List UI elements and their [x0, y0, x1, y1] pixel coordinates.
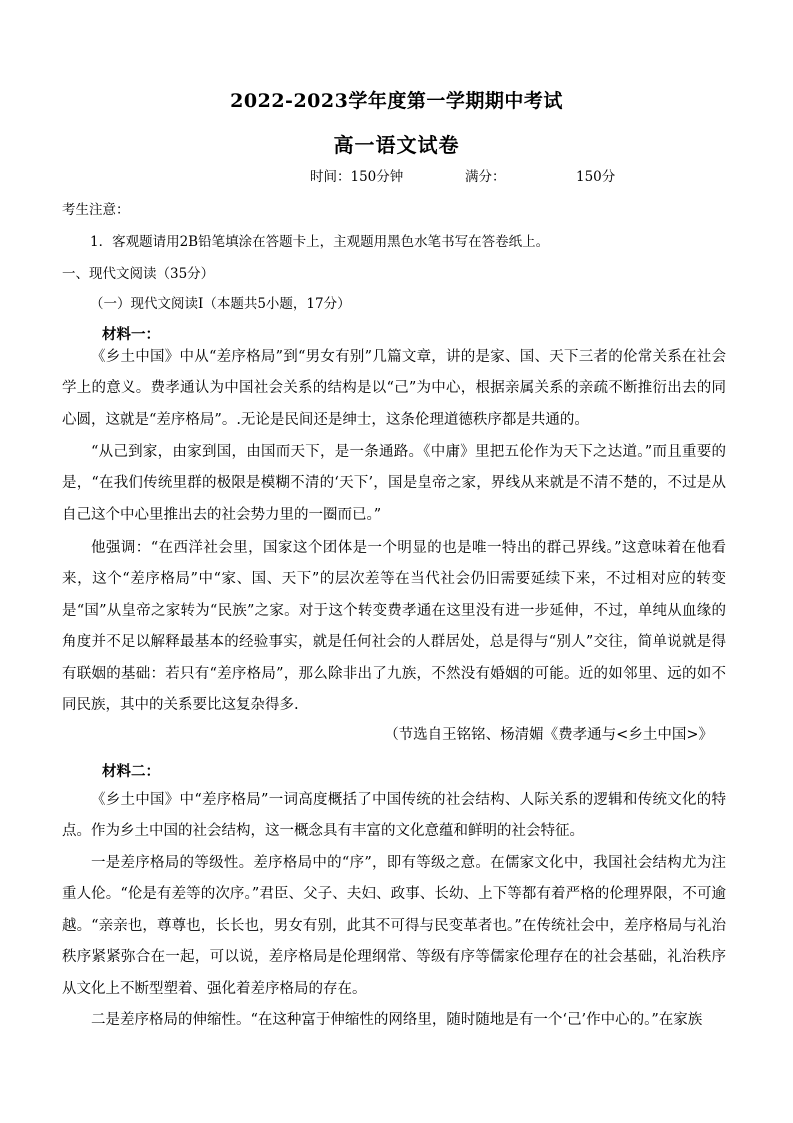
material-one-label: 材料一：: [102, 326, 160, 343]
exam-title: 2022-2023学年度第一学期期中考试: [230, 90, 563, 112]
material-two-label: 材料二：: [102, 763, 160, 780]
material-one-paragraph: 他强调：“在西洋社会里，国家这个团体是一个明显的也是唯一特出的群己界线。”这意味着在他看来，这个“差序格局”中“家、国、天下”的层次差等在当代社会仍旧需要延续下来，不过相对应的转变是“国”从皇帝之家转为“民族”之家。对于这个转变费孝通在这里没有进一步延伸，不过，单纯从血缘的角度并不足以解释最基本的经验事实，就是任何社会的人群居处，总是得与“别人”交往，简单说就是得有联姻的基础：若只有“差序格局”，那么除非出了九族，不然没有婚姻的可能。近的如邻里、远的如不同民族，其中的关系要比这复杂得多.: [62, 540, 726, 714]
notice-heading: 考生注意：: [62, 202, 130, 218]
material-two-paragraph: 二是差序格局的伸缩性。“在这种富于伸缩性的网络里，随时随地是有一个‘己’作中心的。”在家族: [91, 1012, 703, 1028]
material-two-paragraph: 《乡土中国》中“差序格局”一词高度概括了中国传统的社会结构、人际关系的逻辑和传统文化的特点。作为乡土中国的社会结构，这一概念具有丰富的文化意蕴和鲜明的社会特征。: [62, 792, 726, 840]
material-one-paragraph: “从己到家，由家到国，由国而天下，是一条通路。《中庸》里把五伦作为天下之达道。”而且重要的是，“在我们传统里群的极限是模糊不清的‘天下’，国是皇帝之家，界线从来就是不清不楚的，不过是从自己这个中心里推出去的社会势力里的一圈而已。”: [62, 444, 726, 523]
section-title: 一、现代文阅读（35分）: [62, 266, 215, 282]
time-limit: 时间：150分钟: [310, 169, 404, 185]
exam-subtitle: 高一语文试卷: [333, 133, 460, 157]
material-one-paragraph: 《乡土中国》中从“差序格局”到“男女有别”几篇文章，讲的是家、国、天下三者的伦常关系在社会学上的意义。费孝通认为中国社会关系的结构是以“己”为中心，根据亲属关系的亲疏不断推衍出去的同心圆，这就是“差序格局”。.无论是民间还是绅士，这条伦理道德秩序都是共通的。: [62, 349, 726, 428]
material-two-paragraph: 一是差序格局的等级性。差序格局中的“序”，即有等级之意。在儒家文化中，我国社会结构尤为注重人伦。“伦是有差等的次序。”君臣、父子、夫妇、政事、长幼、上下等都有着严格的伦理界限，不可逾越。“亲亲也，尊尊也，长长也，男女有别，此其不可得与民变革者也。”在传统社会中，差序格局与礼治秩序紧紧弥合在一起，可以说，差序格局是伦理纲常、等级有序等儒家伦理存在的社会基础，礼治秩序从文化上不断型塑着、强化着差序格局的存在。: [62, 855, 726, 997]
subsection-title: （一）现代文阅读Ⅰ（本题共5小题，17分）: [90, 296, 351, 312]
source-citation: （节选自王铭铭、杨清媚《费孝通与<乡土中国>》: [384, 727, 713, 743]
notice-item: 1．客观题请用2B铅笔填涂在答题卡上，主观题用黑色水笔书写在答卷纸上。: [90, 234, 550, 250]
full-score-label: 满分：: [465, 169, 506, 185]
full-score-value: 150分: [576, 169, 616, 185]
